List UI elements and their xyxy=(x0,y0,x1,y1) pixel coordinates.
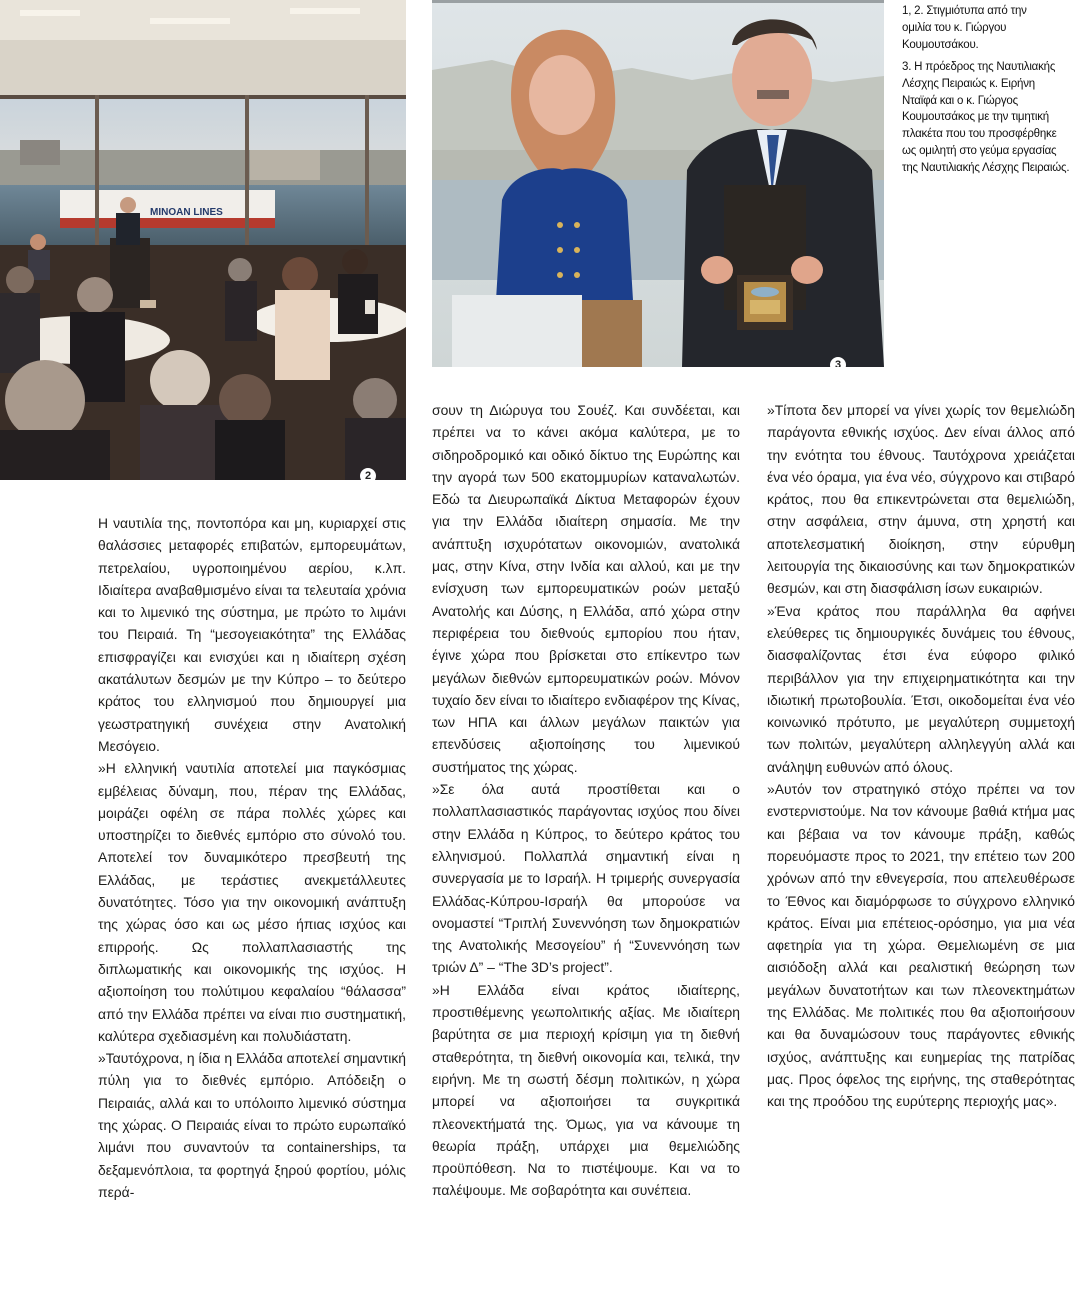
caption-photo-3: 3. Η πρόεδρος της Ναυτιλιακής Λέσχης Πειραιώς κ. Ειρήνη Νταϊφά και ο κ. Γιώργος Κουμουτσάκος με την τιμητική πλακέτα που του προσφέρθηκε ως ομιλητή στο γεύμα εργασίας της Ναυτιλιακής Λέσχης Πειραιώς. xyxy=(902,61,1070,174)
award-ceremony-image xyxy=(432,0,884,367)
photo-award-ceremony xyxy=(432,0,884,367)
photo-number-2: 2 xyxy=(360,468,376,480)
paragraph: Η ναυτιλία της, ποντοπόρα και μη, κυριαρχεί στις θαλάσσιες μεταφορές επιβατών, εμπορευμάτων, πετρελαίου, υγροποιημένου αερίου, κ.λπ. Ιδιαίτερα αναβαθμισμένο είναι τα τελευταία χρόνια και το λιμενικό της σύστημα, με πρώτο το λιμάνι του Πειραιά. Τη “μεσογειακότητα” της Ελλάδας επισφραγίζει και ενισχύει και η ιδιαίτερη σχέση ακατάλυτων δεσμών με την Κύπρο – το δεύτερο κράτος του ελληνισμού που δημιουργεί μια γεωστρατηγική συνέχεια στην Ανατολική Μεσόγειο. xyxy=(98,515,406,754)
conference-hall-image xyxy=(0,0,406,480)
caption-photos-1-2: 1, 2. Στιγμιότυπα από την ομιλία του κ. Γιώργου Κουμουτσάκου. xyxy=(902,5,1027,51)
paragraph: »Ταυτόχρονα, η ίδια η Ελλάδα αποτελεί σημαντική πύλη για το διεθνές εμπόριο. Απόδειξη ο Πειραιάς, αλλά και το υπόλοιπο λιμενικό σύστημα της χώρας. Ο Πειραιάς είναι το πρώτο ευρωπαϊκό λιμάνι που συναντούν τα containerships, τα δεξαμενόπλοια, τα φορτηγά ξηρού φορτίου, μόλις περά- xyxy=(98,1050,406,1200)
ship-name: MINOAN LINES xyxy=(150,207,223,218)
paragraph: »Η ελληνική ναυτιλία αποτελεί μια παγκόσμιας εμβέλειας δύναμη, που, πέραν της Ελλάδας, μοιράζει οφέλη σε πάρα πολλές χώρες και υποστηρίζει το διεθνές εμπόριο στο σύνολό του. Αποτελεί τον δυναμικότερο πρεσβευτή της Ελλάδας, με τεράστιες ανεκμετάλλευτες δυνατότητες. Τόσο για την οικονομική ανάπτυξη της χώρας όσο και ως μέσο ήπιας ισχύος και επιρροής. Ως πολλαπλασιαστής της διπλωματικής και οικονομικής της ισχύος. Η αξιοποίηση του πολύτιμου κεφαλαίου “θάλασσα” από την Ελλάδα πρέπει να είναι πιο συστηματική, καλύτερα σχεδιασμένη και πολυδιάστατη. xyxy=(98,760,406,1044)
paragraph: »Σε όλα αυτά προστίθεται και ο πολλαπλασιαστικός παράγοντας ισχύος που δίνει στην Ελλάδα η Κύπρος, το δεύτερο κράτος του ελληνισμού. Πολλαπλά σημαντική είναι η συνεργασία με το Ισραήλ. Η τριμερής συνεργασία Ελλάδας-Κύπρου-Ισραήλ θα μπορούσε να ονομαστεί “Τριπλή Συνεννόηση των δημοκρατιών της Ανατολικής Μεσογείου” ή “Συνεννόηση των τριών Δ” – “The 3D’s project”. xyxy=(432,781,740,976)
text-column-middle xyxy=(432,399,740,1202)
paragraph: σουν τη Διώρυγα του Σουέζ. Και συνδέεται, και πρέπει να το κάνει ακόμα καλύτερα, με το σιδηροδρομικό και οδικό δίκτυο της Ευρώπης και την αγορά των 500 εκατομμυρίων καταναλωτών. Εδώ τα Διευρωπαϊκά Δίκτυα Μεταφορών έχουν για την Ελλάδα ιδιαίτερη σημασία. Με την ανάπτυξη ισχυρότατων οικονομιών, ανατολικά μας, στην Κίνα, στην Ινδία και αλλού, και με την ενίσχυση των εμπορευματικών ροών μεταξύ Ανατολής και Δύσης, η Ελλάδα, από χώρα στην περιφέρεια του διεθνούς εμπορίου που ήταν, έγινε χώρα που βρίσκεται στο επίκεντρο των μεγάλων διεθνών εμπορευματικών ροών. Μόνον τυχαίο δεν είναι το ιδιαίτερο ενδιαφέρον της Κίνας, των ΗΠΑ και άλλων μεγάλων παικτών για επενδύσεις αξιοποίησης του λιμενικού συστήματος της χώρας. xyxy=(432,402,740,775)
text-column-right xyxy=(767,399,1075,1113)
paragraph: »Η Ελλάδα είναι κράτος ιδιαίτερης, προστιθέμενης γεωπολιτικής αξίας. Με ιδιαίτερη βαρύτητα σε μια περιοχή κρίσιμη για τη διεθνή σταθερότητα, τη διεθνή οικονομία και, τελικά, την ειρήνη. Με τη σωστή δέσμη πολιτικών, η χώρα μπορεί να αξιοποιήσει τα συγκριτικά πλεονεκτήματά της. Όμως, για να κάνουμε τη θεωρία πράξη, υπάρχει μια θεμελιώδης προϋπόθεση. Να το πιστέψουμε. Και να το παλέψουμε. Με σοβαρότητα και συνέπεια. xyxy=(432,981,740,1199)
photo-number-3: 3 xyxy=(830,357,846,367)
text-column-left xyxy=(98,512,406,1203)
paragraph: »Τίποτα δεν μπορεί να γίνει χωρίς τον θεμελιώδη παράγοντα εθνικής ισχύος. Δεν είναι άλλος από την ενότητα του έθνους. Ταυτόχρονα χρειάζεται ένα νέο όραμα, για ένα νέο, σύγχρονο και στιβαρό κράτος, που θα επικεντρώνεται στα θεμελιώδη, στην ασφάλεια, στην άμυνα, στη χρηστή και αποτελεσματική διοίκηση, στην εύρυθμη λειτουργία της δικαιοσύνης και των δημοκρατικών θεσμών, και στη διασφάλιση ίσων ευκαιριών. xyxy=(767,402,1075,597)
paragraph: »Ένα κράτος που παράλληλα θα αφήνει ελεύθερες τις δημιουργικές δυνάμεις του έθνους, διασφαλίζοντας έτσι ένα εύφορο φιλικό περιβάλλον για την επιχειρηματικότητα και την ιδιωτική πρωτοβουλία. Έτσι, οικοδομείται ένα νέο κοινωνικό πρότυπο, με μεγαλύτερη συμμετοχή των πολιτών, μεγαλύτερη αλληλεγγύη αλλά και ανάληψη ευθυνών από όλους. xyxy=(767,602,1075,775)
paragraph: »Αυτόν τον στρατηγικό στόχο πρέπει να τον ενστερνιστούμε. Να τον κάνουμε βαθιά κτήμα μας και βέβαια να τον κάνουμε πράξη, καθώς πορευόμαστε προς το 2021, την επέτειο των 200 χρόνων από την εθνεγερσία, που απελευθέρωσε το Έθνος και διαμόρφωσε το σύγχρονο ελληνικό κράτος. Είναι μια επέτειος-ορόσημο, για μια νέα αφετηρία για τη χώρα. Θεμελιωμένη σε μια αισιόδοξη αλλά και ρεαλιστική θεώρηση των μεγάλων δυνατοτήτων και των πλεονεκτημάτων της Ελλάδας. Με πολιτικές που θα αξιοποιήσουν και θα δυναμώσουν τους παράγοντες εθνικής ισχύος, ανάπτυξης και ευημερίας της πατρίδας μας. Προς όφελος της ειρήνης, της σταθερότητας και της προόδου της ευρύτερης περιοχής μας». xyxy=(767,781,1075,1110)
photo-conference-hall xyxy=(0,0,406,480)
